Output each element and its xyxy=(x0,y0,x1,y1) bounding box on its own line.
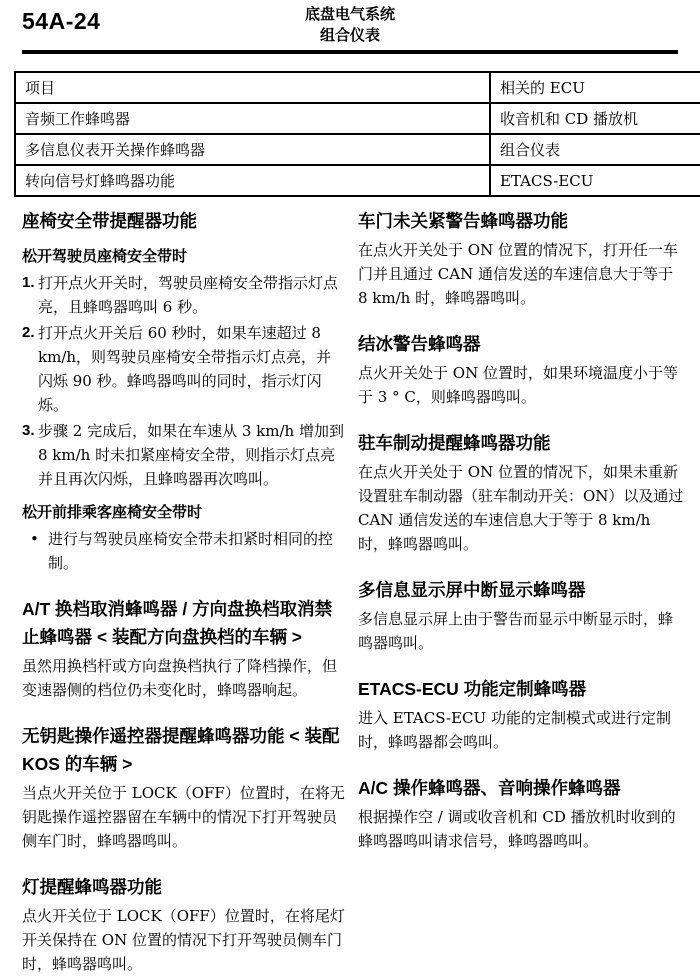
related-ecu-table xyxy=(14,71,700,197)
step-text: 打开点火开关后 60 秒时，如果车速超过 8 km/h，则驾驶员座椅安全带指示灯点亮，并闪烁 90 秒。蜂鸣器鸣叫的同时，指示灯闪烁。 xyxy=(38,324,332,414)
right-column xyxy=(358,205,684,976)
section-title-light-reminder: 灯提醒蜂鸣器功能 xyxy=(22,877,162,897)
section-title-etacs-custom: ETACS-ECU 功能定制蜂鸣器 xyxy=(358,679,587,699)
section-body-kos-reminder: 当点火开关位于 LOCK（OFF）位置时，在将无钥匙操作遥控器留在车辆中的情况下打开驾驶员侧车门时，蜂鸣器鸣叫。 xyxy=(22,784,345,850)
left-column xyxy=(22,205,345,976)
table-row xyxy=(15,165,700,196)
page-number: 54A-24 xyxy=(22,8,101,34)
section-title-ac-audio-buzzer: A/C 操作蜂鸣器、音响操作蜂鸣器 xyxy=(358,778,621,798)
header-divider xyxy=(22,50,678,54)
header-titles xyxy=(0,4,700,46)
subsection-title-passenger-seatbelt: 松开前排乘客座椅安全带时 xyxy=(22,504,203,521)
section-body-door-ajar: 在点火开关处于 ON 位置的情况下，打开任一车门并且通过 CAN 通信发送的车速信息大于等于 8 km/h 时，蜂鸣器鸣叫。 xyxy=(358,241,678,307)
step-item xyxy=(22,419,345,491)
section-body-ice-warning: 点火开关处于 ON 位置时，如果环境温度小于等于 3 ° C，则蜂鸣器鸣叫。 xyxy=(358,364,678,406)
table-row xyxy=(15,134,700,165)
section-body-ac-audio-buzzer: 根据操作空 / 调或收音机和 CD 播放机时收到的蜂鸣器鸣叫请求信号，蜂鸣器鸣叫。 xyxy=(358,808,676,850)
table-cell-ecu: ETACS-ECU xyxy=(490,165,700,196)
step-item xyxy=(22,271,345,319)
section-body-parking-brake: 在点火开关处于 ON 位置的情况下，如果未重新设置驻车制动器（驻车制动开关：ON）以及通过 CAN 通信发送的车速信息大于等于 8 km/h 时，蜂鸣器鸣叫。 xyxy=(358,463,684,553)
section-title-kos-reminder: 无钥匙操作遥控器提醒蜂鸣器功能 < 装配 KOS 的车辆 > xyxy=(22,726,340,774)
column-header-item: 项目 xyxy=(15,72,490,103)
step-text: 打开点火开关时，驾驶员座椅安全带指示灯点亮，且蜂鸣器鸣叫 6 秒。 xyxy=(38,274,339,316)
table-cell-item: 音频工作蜂鸣器 xyxy=(15,103,490,134)
section-title-mid-interrupt: 多信息显示屏中断显示蜂鸣器 xyxy=(358,580,586,600)
section-title-seatbelt-reminder: 座椅安全带提醒器功能 xyxy=(22,211,197,231)
step-number: 1. xyxy=(22,274,35,291)
bullet-text: 进行与驾驶员座椅安全带未扣紧时相同的控制。 xyxy=(48,530,334,572)
bullet-item xyxy=(30,527,345,575)
system-title: 底盘电气系统 xyxy=(304,6,395,23)
content-columns xyxy=(22,205,684,976)
step-text: 步骤 2 完成后，如果在车速从 3 km/h 增加到 8 km/h 时未扣紧座椅安全带，则指示灯点亮并且再次闪烁，且蜂鸣器再次鸣叫。 xyxy=(38,422,344,488)
table-cell-ecu: 收音机和 CD 播放机 xyxy=(490,103,700,134)
section-title-door-ajar: 车门未关紧警告蜂鸣器功能 xyxy=(358,211,568,231)
table-cell-ecu: 组合仪表 xyxy=(490,134,700,165)
section-body-at-shift-buzzer: 虽然用换档杆或方向盘换档执行了降档操作，但变速器侧的档位仍未变化时，蜂鸣器响起。 xyxy=(22,657,338,699)
section-title-ice-warning: 结冰警告蜂鸣器 xyxy=(358,334,481,354)
page-header xyxy=(0,0,700,50)
section-body-mid-interrupt: 多信息显示屏上由于警告而显示中断显示时，蜂鸣器鸣叫。 xyxy=(358,610,674,652)
section-body-etacs-custom: 进入 ETACS-ECU 功能的定制模式或进行定制时，蜂鸣器都会鸣叫。 xyxy=(358,709,671,751)
subsection-title-driver-seatbelt: 松开驾驶员座椅安全带时 xyxy=(22,248,188,265)
table-cell-item: 多信息仪表开关操作蜂鸣器 xyxy=(15,134,490,165)
table-header-row xyxy=(15,72,700,103)
column-header-ecu: 相关的 ECU xyxy=(490,72,700,103)
table-row xyxy=(15,103,700,134)
section-body-light-reminder: 点火开关位于 LOCK（OFF）位置时，在将尾灯开关保持在 ON 位置的情况下打开驾驶员侧车门时，蜂鸣器鸣叫。 xyxy=(22,907,345,973)
step-item xyxy=(22,321,345,417)
step-number: 3. xyxy=(22,422,35,439)
subsystem-title: 组合仪表 xyxy=(319,27,380,44)
step-number: 2. xyxy=(22,324,35,341)
table-cell-item: 转向信号灯蜂鸣器功能 xyxy=(15,165,490,196)
section-title-at-shift-buzzer: A/T 换档取消蜂鸣器 / 方向盘换档取消禁止蜂鸣器 < 装配方向盘换档的车辆 > xyxy=(22,599,333,647)
bullet-icon: • xyxy=(30,530,39,548)
section-title-parking-brake: 驻车制动提醒蜂鸣器功能 xyxy=(358,433,551,453)
